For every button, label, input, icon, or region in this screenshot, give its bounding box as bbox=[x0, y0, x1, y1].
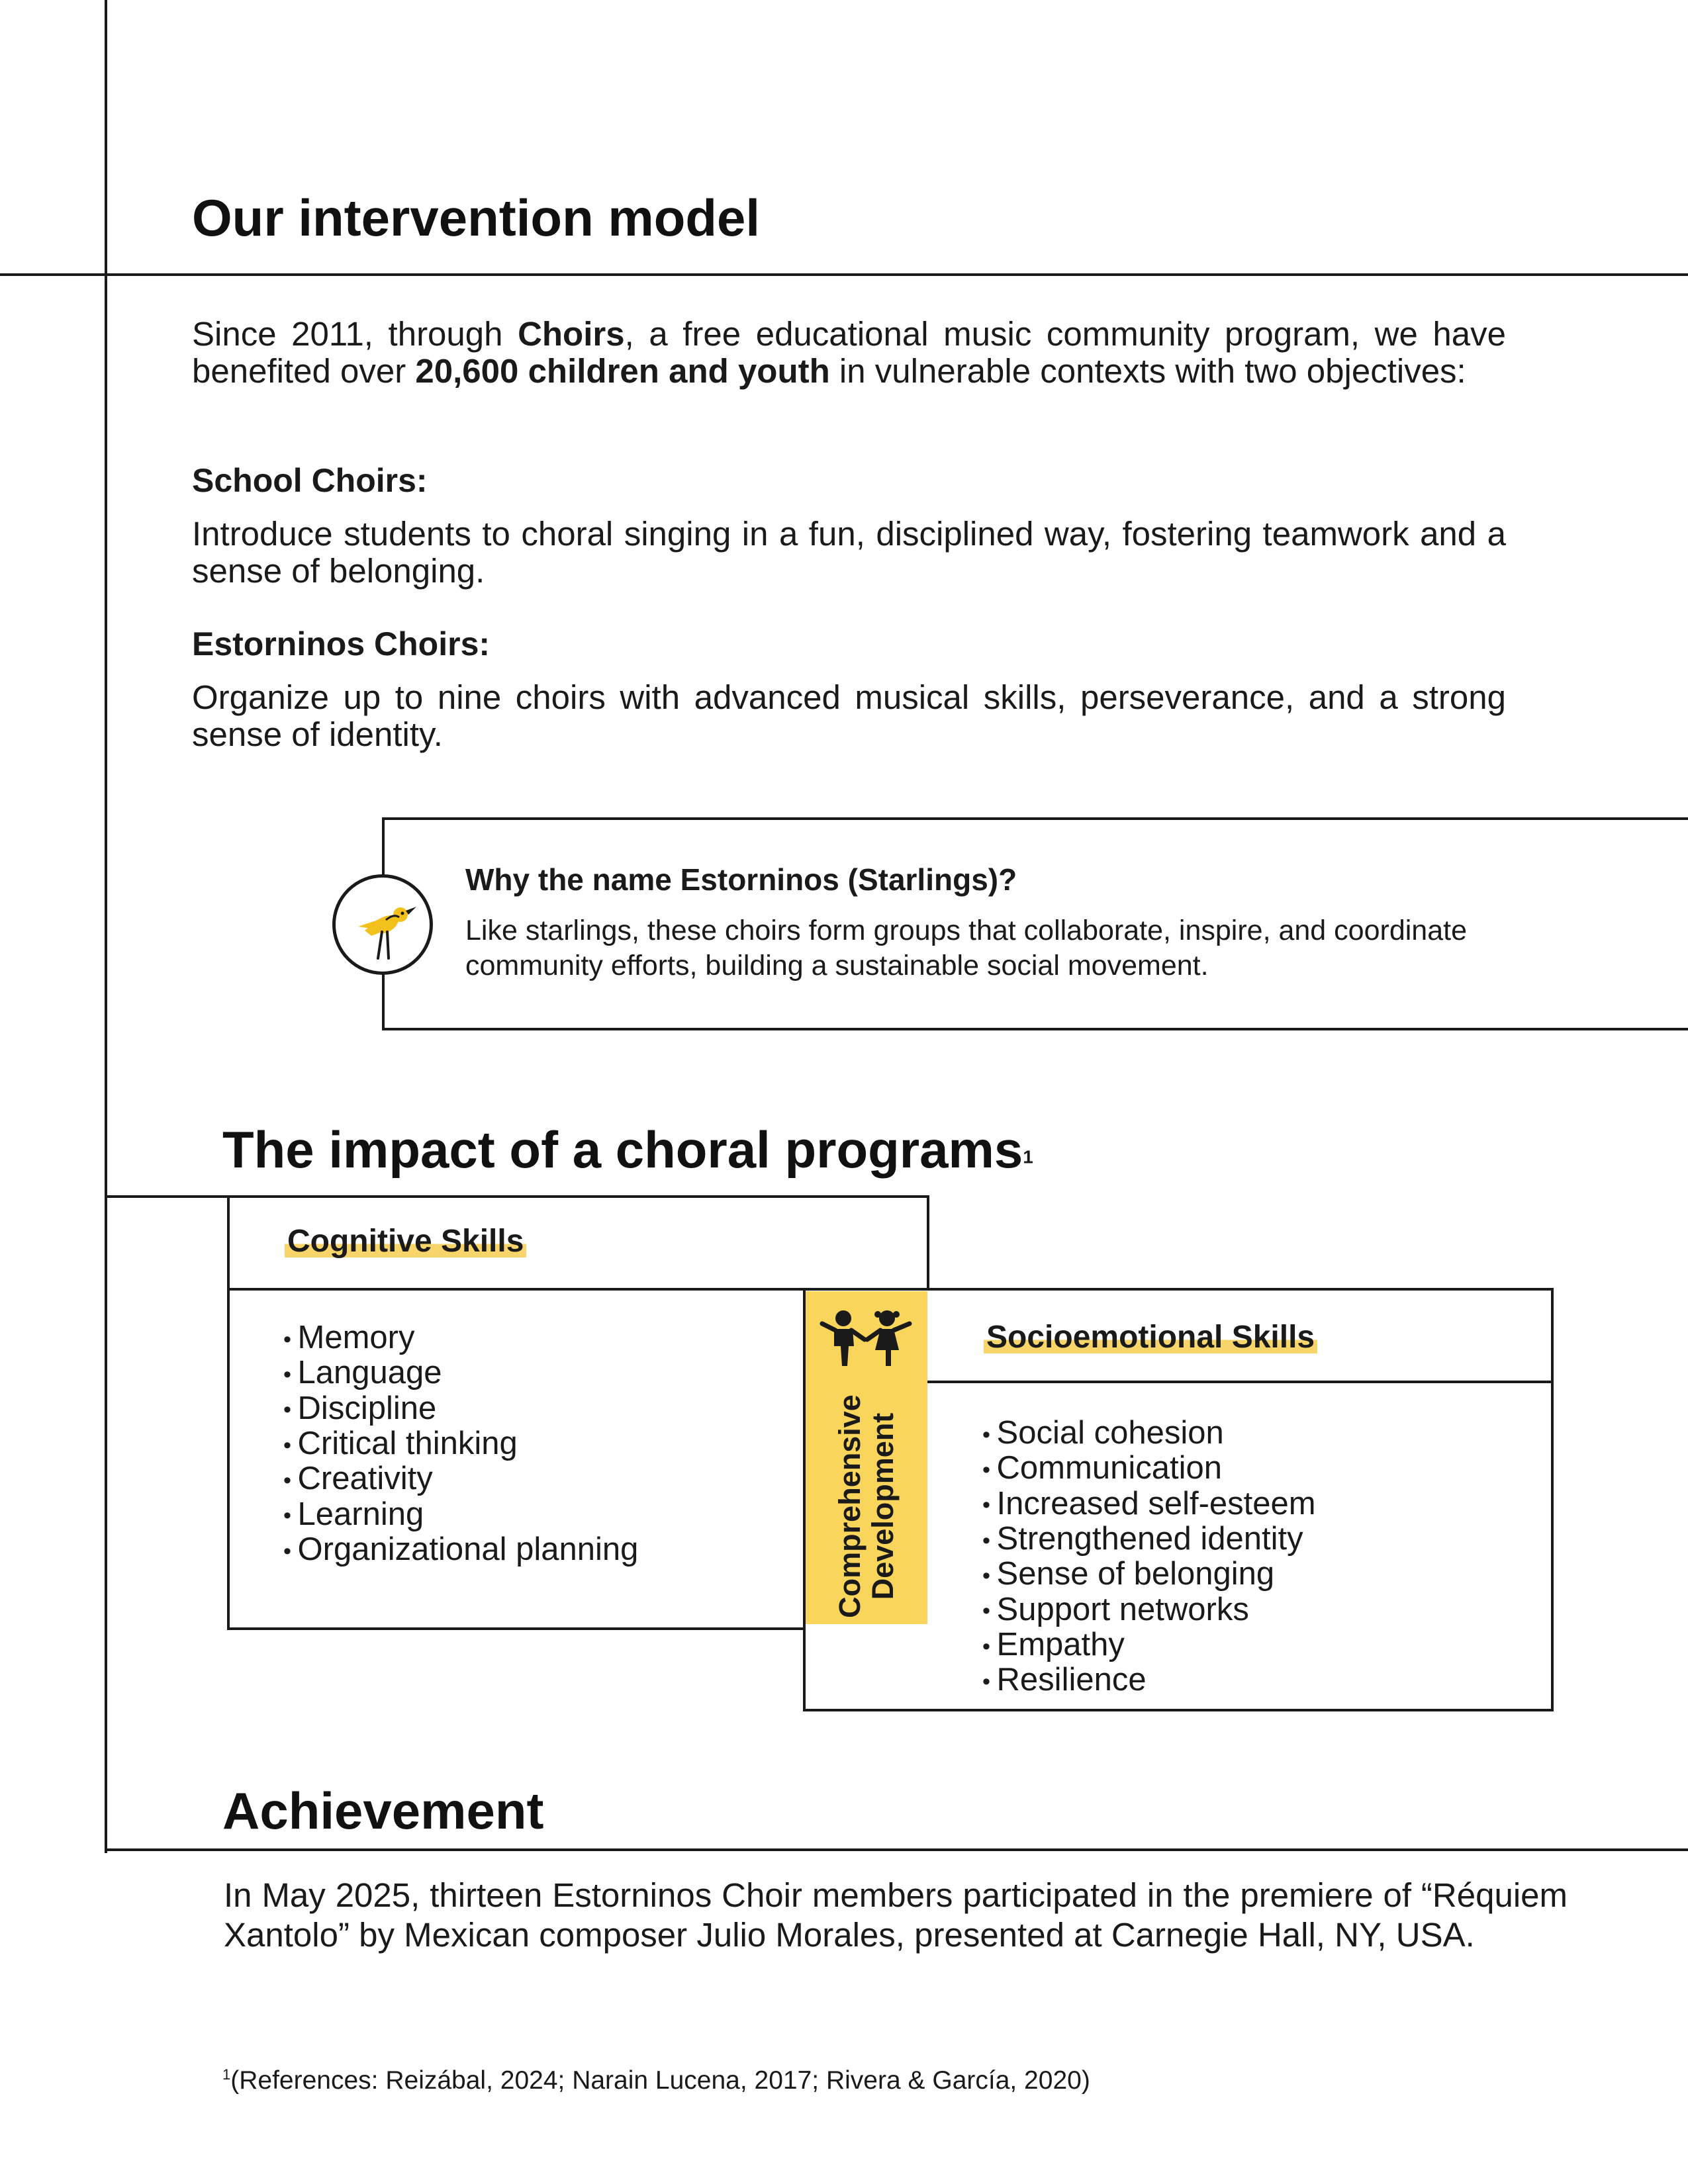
list-item: • Empathy bbox=[982, 1628, 1316, 1663]
left-margin-line bbox=[105, 0, 107, 1853]
socioemotional-skills-title bbox=[984, 1322, 1317, 1353]
comprehensive-development-label bbox=[833, 1394, 900, 1618]
cognitive-skills-title bbox=[285, 1226, 526, 1257]
list-item: • Sense of belonging bbox=[982, 1557, 1316, 1592]
cognitive-skills-title-text: Cognitive Skills bbox=[285, 1224, 526, 1259]
references-footnote bbox=[222, 2068, 1090, 2093]
intro-choirs: Choirs bbox=[518, 315, 625, 353]
achievement-text: In May 2025, thirteen Estorninos Choir members participated in the premiere of “Réquiem Xantolo” by Mexican composer Julio Morales, presented at Carnegie Hall, NY, USA. bbox=[224, 1876, 1568, 1954]
footnote-marker: 1 bbox=[1023, 1146, 1033, 1167]
intro-text: in vulnerable contexts with two objectives: bbox=[829, 352, 1466, 390]
achievement-underline bbox=[105, 1848, 1688, 1851]
list-item: • Learning bbox=[283, 1498, 638, 1533]
list-item: • Language bbox=[283, 1356, 638, 1391]
estorninos-choirs-heading: Estorninos Choirs: bbox=[192, 625, 491, 662]
intro-beneficiaries: 20,600 children and youth bbox=[415, 352, 830, 390]
list-item: • Discipline bbox=[283, 1392, 638, 1427]
list-item: • Increased self-esteem bbox=[982, 1487, 1316, 1522]
vertical-label-line1: Comprehensive bbox=[833, 1394, 867, 1618]
socioemotional-header-divider bbox=[927, 1381, 1554, 1383]
list-item: • Communication bbox=[982, 1451, 1316, 1486]
list-item: • Social cohesion bbox=[982, 1416, 1316, 1451]
cognitive-skills-list bbox=[283, 1321, 638, 1568]
callout-text: Like starlings, these choirs form groups that collaborate, inspire, and coordinate community efforts, building a sustainable social movement. bbox=[465, 915, 1467, 981]
intro-text: Since 2011, through bbox=[192, 315, 518, 353]
impact-left-line bbox=[105, 1195, 230, 1198]
list-item: • Creativity bbox=[283, 1462, 638, 1497]
list-item: • Memory bbox=[283, 1321, 638, 1356]
list-item: • Critical thinking bbox=[283, 1427, 638, 1462]
callout-title: Why the name Estorninos (Starlings)? bbox=[465, 862, 1017, 897]
list-item: • Strengthened identity bbox=[982, 1522, 1316, 1557]
intro-paragraph bbox=[192, 316, 1506, 390]
impact-title-text: The impact of a choral programs bbox=[222, 1120, 1023, 1179]
list-item: • Support networks bbox=[982, 1593, 1316, 1628]
page-title: Our intervention model bbox=[192, 189, 761, 247]
children-icon bbox=[817, 1309, 916, 1369]
intro-text: , a free educational music community program, we have benefited over bbox=[192, 315, 1506, 390]
title-underline bbox=[0, 273, 1688, 276]
impact-title bbox=[222, 1120, 1033, 1179]
footnote-marker: 1 bbox=[222, 2066, 231, 2083]
school-choirs-text: Introduce students to choral singing in a fun, disciplined way, fostering teamwork and a sense of belonging. bbox=[192, 515, 1506, 590]
socioemotional-skills-list bbox=[982, 1416, 1316, 1699]
school-choirs-heading: School Choirs: bbox=[192, 462, 428, 499]
starling-bird-icon bbox=[332, 874, 433, 975]
socioemotional-skills-title-text: Socioemotional Skills bbox=[984, 1320, 1317, 1355]
references-text: (References: Reizábal, 2024; Narain Lucena, 2017; Rivera & García, 2020) bbox=[230, 2066, 1090, 2095]
estorninos-choirs-text: Organize up to nine choirs with advanced musical skills, perseverance, and a strong sense of identity. bbox=[192, 678, 1506, 753]
list-item: • Organizational planning bbox=[283, 1533, 638, 1568]
achievement-title: Achievement bbox=[222, 1782, 544, 1840]
vertical-label-line2: Development bbox=[866, 1412, 900, 1600]
list-item: • Resilience bbox=[982, 1663, 1316, 1698]
